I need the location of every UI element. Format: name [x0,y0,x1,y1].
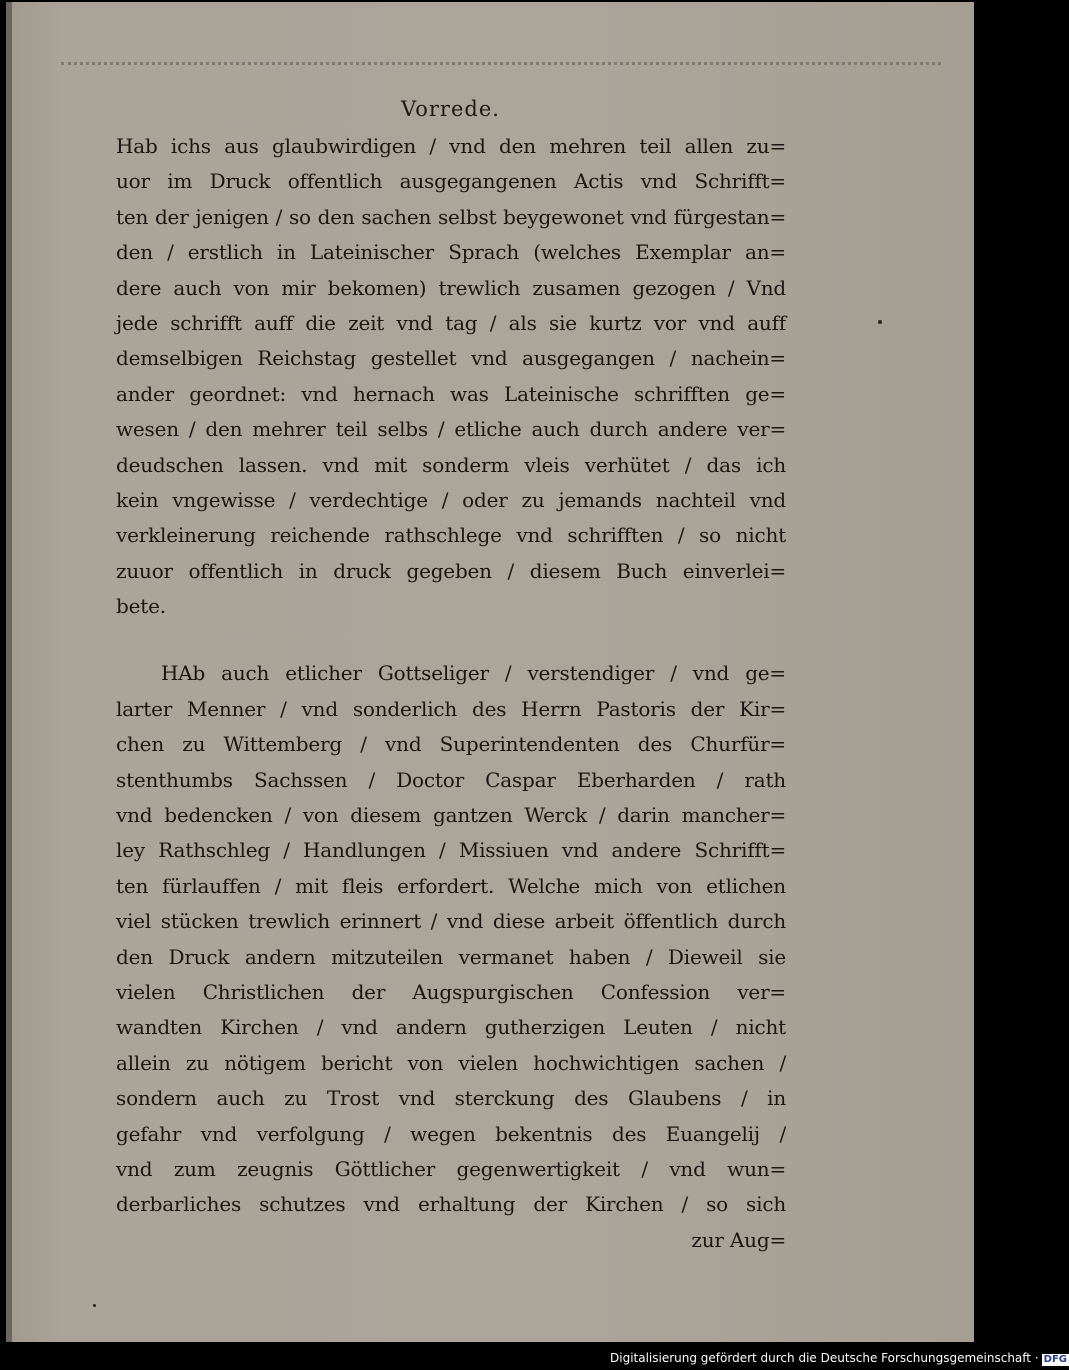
text-line: vnd bedencken / von diesem gantzen Werck / darin mancher= [116,803,786,828]
body-text [116,129,786,1258]
text-line: bete. [116,594,166,619]
text-line: Hab ichs aus glaubwirdigen / vnd den mehren teil allen zu= [116,134,786,158]
text-line: den Druck andern mitzuteilen vermanet haben / Dieweil sie [116,944,786,969]
text-line: demselbigen Reichstag gestellet vnd ausgegangen / nachein= [116,346,786,371]
text-line: HAb auch etlicher Gottseliger / verstendiger / vnd ge= [161,661,786,686]
text-line: ten fürlauffen / mit fleis erfordert. Welche mich von etlichen [116,873,786,898]
text-line: stenthumbs Sachssen / Doctor Caspar Eberharden / rath [116,767,786,792]
text-line: gefahr vnd verfolgung / wegen bekentnis des Euangelij / [116,1121,786,1146]
text-line: wandten Kirchen / vnd andern gutherzigen Leuten / nicht [116,1015,786,1040]
text-line: viel stücken trewlich erinnert / vnd diese arbeit öffentlich durch [116,909,786,934]
footer-text: Digitalisierung gefördert durch die Deutsche Forschungsgemeinschaft · [610,1351,1039,1365]
text-line: sondern auch zu Trost vnd sterckung des Glaubens / in [116,1086,786,1111]
page-header: Vorrede. [401,97,500,121]
text-line: chen zu Wittemberg / vnd Superintendenten des Churfür= [116,732,786,757]
dfg-logo: DFG [1043,1354,1067,1365]
text-line: jede schrifft auff die zeit vnd tag / als sie kurtz vor vnd auff [116,310,786,335]
ink-speck [93,1304,96,1307]
catchword: zur Aug= [691,1227,786,1252]
ink-speck [878,320,882,324]
text-line: kein vngewisse / verdechtige / oder zu jemands nachteil vnd [116,487,786,512]
text-line: deudschen lassen. vnd mit sonderm vleis verhütet / das ich [116,452,786,477]
text-line: ander geordnet: vnd hernach was Lateinische schrifften ge= [116,381,786,406]
text-line: vnd zum zeugnis Göttlicher gegenwertigkeit / vnd wun= [116,1156,786,1181]
text-line: vielen Christlichen der Augspurgischen Confession ver= [116,979,786,1004]
footer-credit [610,1351,1069,1366]
page-edge-dots [61,62,941,71]
paragraph-2 [116,656,786,1258]
text-line: wesen / den mehrer teil selbs / etliche auch durch andere ver= [116,417,786,442]
paragraph-1 [116,129,786,624]
paragraph-gap [116,624,786,656]
text-line: ley Rathschleg / Handlungen / Missiuen vnd andere Schrifft= [116,838,786,863]
text-line: verkleinerung reichende rathschlege vnd schrifften / so nicht [116,523,786,548]
text-line: dere auch von mir bekomen) trewlich zusamen gezogen / Vnd [116,275,786,300]
text-line: larter Menner / vnd sonderlich des Herrn Pastoris der Kir= [116,696,786,721]
text-line: uor im Druck offentlich ausgegangenen Actis vnd Schrifft= [116,169,786,194]
text-line: ten der jenigen / so den sachen selbst beygewonet vnd fürgestan= [116,204,786,229]
text-line: derbarliches schutzes vnd erhaltung der Kirchen / so sich [116,1192,786,1217]
page-binding-edge [6,2,12,1342]
text-line: zuuor offentlich in druck gegeben / diesem Buch einverlei= [116,558,786,583]
scanned-page [6,2,974,1342]
text-line: allein zu nötigem bericht von vielen hochwichtigen sachen / [116,1050,786,1075]
text-line: den / erstlich in Lateinischer Sprach (welches Exemplar an= [116,240,786,265]
